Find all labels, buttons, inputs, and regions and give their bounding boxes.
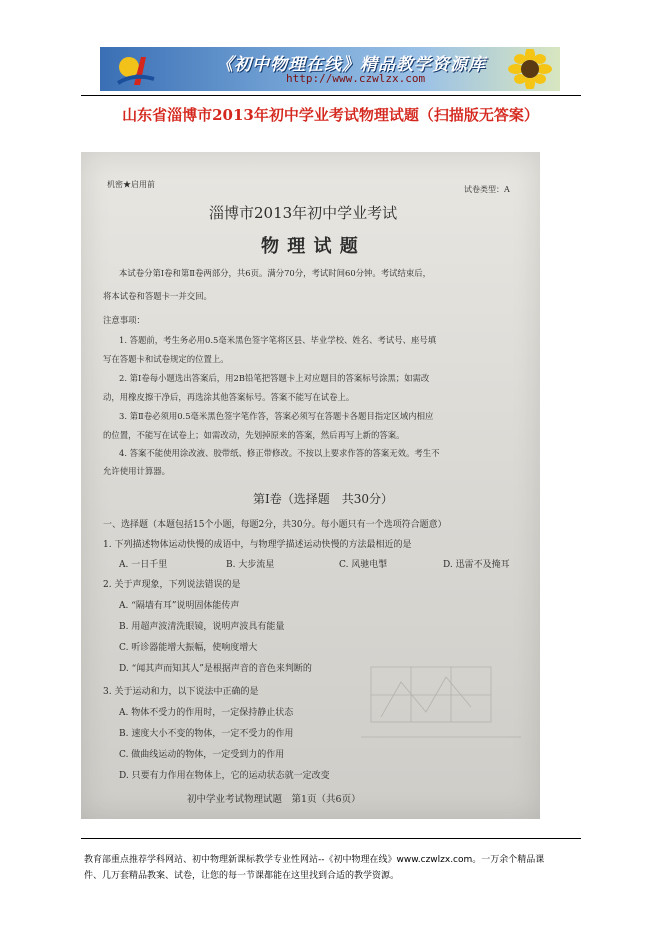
- sunflower-icon: [500, 49, 554, 89]
- section-title: 第Ⅰ卷（选择题 共30分）: [253, 492, 394, 506]
- question-3-stem: 3. 关于运动和力，以下说法中正确的是: [103, 687, 259, 697]
- q2-option-a: A. “隔墙有耳”说明固体能传声: [119, 601, 240, 611]
- note-line: 允许使用计算器。: [103, 466, 170, 476]
- q2-option-b: B. 用超声波清洗眼镜，说明声波具有能量: [119, 622, 285, 632]
- question-1-stem: 1. 下列描述物体运动快慢的成语中，与物理学描述运动快慢的方法最相近的是: [103, 540, 412, 550]
- section-intro: 一、选择题（本题包括15个小题，每题2分，共30分。每小题只有一个选项符合题意）: [103, 520, 447, 530]
- q1-option-c: C. 风驰电掣: [339, 560, 388, 570]
- q1-option-a: A. 一日千里: [119, 560, 168, 570]
- note-line: 1. 答题前，考生务必用0.5毫米黑色签字笔将区县、毕业学校、姓名、考试号、座号填: [119, 335, 437, 345]
- paper-type: 试卷类型：A: [464, 185, 510, 194]
- q2-option-c: C. 听诊器能增大振幅，使响度增大: [119, 643, 258, 653]
- exam-title: 淄博市2013年初中学业考试: [209, 204, 398, 222]
- q1-option-b: B. 大步流星: [226, 560, 275, 570]
- q3-option-b: B. 速度大小不变的物体，一定不受力的作用: [119, 729, 294, 739]
- scanned-exam-page: [81, 152, 540, 819]
- q3-option-a: A. 物体不受力的作用时，一定保持静止状态: [119, 708, 294, 718]
- question-2-stem: 2. 关于声现象，下列说法错误的是: [103, 580, 241, 590]
- scan-page-footer: 初中学业考试物理试题 第1页（共6页）: [187, 794, 361, 805]
- bleed-through-diagram: [351, 657, 531, 747]
- q3-option-c: C. 做曲线运动的物体，一定受到力的作用: [119, 750, 285, 760]
- note-line: 的位置，不能写在试卷上；如需改动，先划掉原来的答案，然后再写上新的答案。: [103, 430, 405, 440]
- banner-url[interactable]: http://www.czwlzx.com: [286, 72, 426, 85]
- footer-note: [84, 852, 584, 884]
- header-divider: [81, 95, 581, 96]
- q3-option-d: D. 只要有力作用在物体上，它的运动状态就一定改变: [119, 771, 330, 781]
- note-line: 写在答题卡和试卷规定的位置上。: [103, 354, 229, 364]
- footer-divider: [81, 838, 581, 839]
- footer-line: 件、几万套精品教案、试卷，让您的每一节课都能在这里找到合适的教学资源。: [84, 871, 400, 881]
- banner-title: 《初中物理在线》精品教学资源库: [216, 55, 486, 75]
- secret-label: 机密★启用前: [107, 180, 155, 189]
- q2-option-d: D. “闻其声而知其人”是根据声音的音色来判断的: [119, 664, 312, 674]
- site-logo-icon: [114, 53, 158, 87]
- q1-option-d: D. 迅雷不及掩耳: [443, 560, 510, 570]
- note-line: 4. 答案不能使用涂改液、胶带纸、修正带修改。不按以上要求作答的答案无效。考生不: [119, 448, 440, 458]
- footer-line: 教育部重点推荐学科网站、初中物理新课标教学专业性网站--《初中物理在线》www.czwlzx.com。一万余个精品课: [84, 855, 545, 865]
- subject-title: 物 理 试 题: [261, 236, 359, 257]
- note-line: 2. 第Ⅰ卷每小题选出答案后，用2B铅笔把答题卡上对应题目的答案标号涂黑；如需改: [119, 373, 430, 383]
- intro-line: 将本试卷和答题卡一并交回。: [103, 291, 212, 301]
- note-line: 动，用橡皮擦干净后，再选涂其他答案标号。答案不能写在试卷上。: [103, 392, 355, 402]
- header-banner: [100, 47, 560, 91]
- page-title: 山东省淄博市2013年初中学业考试物理试题（扫描版无答案）: [122, 106, 539, 124]
- intro-line: 本试卷分第Ⅰ卷和第Ⅱ卷两部分，共6页。满分70分，考试时间60分钟。考试结束后，: [119, 268, 432, 278]
- notes-heading: 注意事项：: [103, 315, 145, 325]
- note-line: 3. 第Ⅱ卷必须用0.5毫米黑色签字笔作答，答案必须写在答题卡各题目指定区域内相应: [119, 411, 434, 421]
